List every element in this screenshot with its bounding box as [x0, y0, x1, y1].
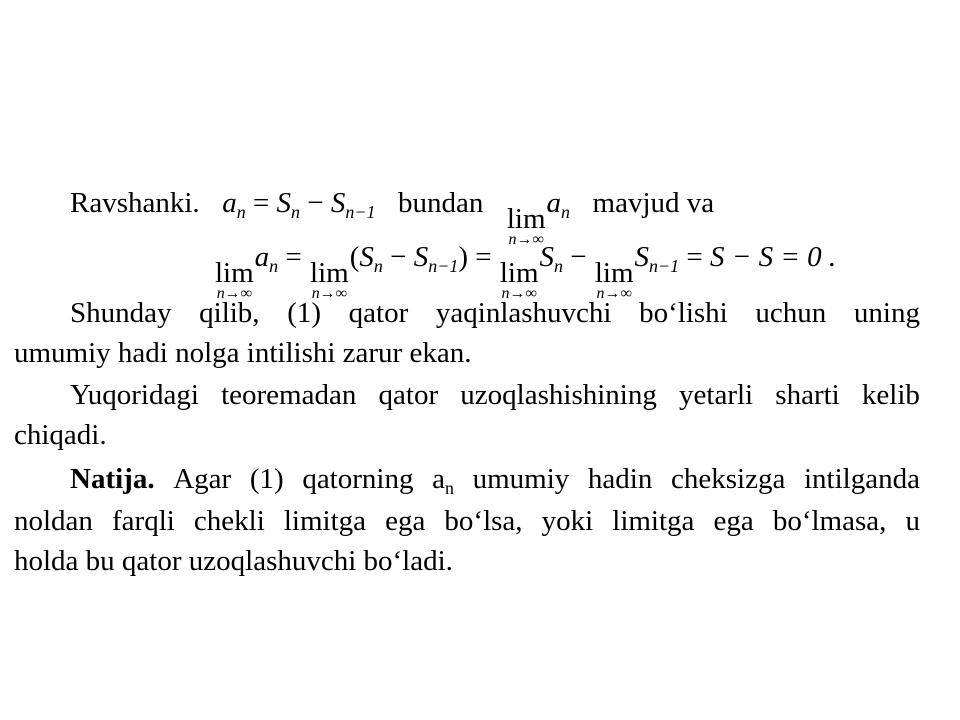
text-mavjud-va: mavjud va: [592, 187, 715, 219]
word: sharti: [775, 379, 840, 411]
word: chekli: [193, 505, 265, 537]
paragraph-2-line-1: [70, 378, 920, 412]
word: Shunday: [70, 297, 172, 329]
word: cheksizga: [671, 463, 786, 495]
word: uning: [853, 297, 920, 329]
word: bo‘lmasa,: [772, 505, 887, 537]
paragraph-1-line-2: umumiy hadi nolga intilishi zarur ekan.: [14, 337, 472, 369]
natija-heading: Natija.: [70, 463, 155, 495]
word: Yuqoridagi: [70, 379, 199, 411]
word: bo‘lishi: [639, 297, 728, 329]
word: farqli: [112, 505, 175, 537]
word: uchun: [755, 297, 827, 329]
word: noldan: [14, 505, 93, 537]
paragraph-3-line-1: [70, 462, 920, 496]
text-ravshanki: Ravshanki.: [70, 187, 200, 219]
word: limitga: [612, 505, 695, 537]
word: ega: [713, 505, 754, 537]
word: qilib,: [199, 297, 260, 329]
word: hadin: [587, 463, 653, 495]
formula-lim-an: lim n→∞ $a_n$: [506, 187, 571, 248]
word: yetarli: [679, 379, 754, 411]
word: u: [905, 505, 920, 537]
word: (1): [249, 463, 284, 495]
word: uzoqlashishining: [460, 379, 657, 411]
word: limitga: [283, 505, 367, 537]
word: teoremadan: [221, 379, 357, 411]
word: (1): [287, 297, 322, 329]
word: qator: [348, 297, 409, 329]
word: umumiy: [472, 463, 570, 495]
word: yaqinlashuvchi: [435, 297, 612, 329]
word: qatorning: [302, 463, 414, 495]
equation-line-1: [70, 186, 960, 248]
word: qator: [378, 379, 439, 411]
formula-limit-chain: lim n→∞ $a_n$ = lim n→∞ $(S_n - S_{n-1})$ = lim n→∞ $S_n$ − lim n→∞ $S_{n-1} = S - S = 0$ .: [215, 241, 837, 302]
word: bo‘lsa,: [444, 505, 523, 537]
paragraph-2-line-2: chiqadi.: [14, 419, 107, 451]
equation-line-2: [214, 240, 837, 302]
formula-an-def: $a_n = S_n - S_{n-1}$: [222, 187, 376, 222]
word: intilganda: [803, 463, 920, 495]
word: Agar: [173, 463, 232, 495]
word: ega: [385, 505, 426, 537]
text-bundan: bundan: [397, 187, 484, 219]
paragraph-3-line-2: [14, 504, 920, 538]
word: yoki: [541, 505, 594, 537]
a-sub-n: $a_n$: [432, 463, 454, 498]
paragraph-1-line-1: [70, 296, 920, 330]
paragraph-3-line-3: holda bu qator uzoqlashuvchi bo‘ladi.: [14, 545, 453, 577]
word: kelib: [861, 379, 920, 411]
